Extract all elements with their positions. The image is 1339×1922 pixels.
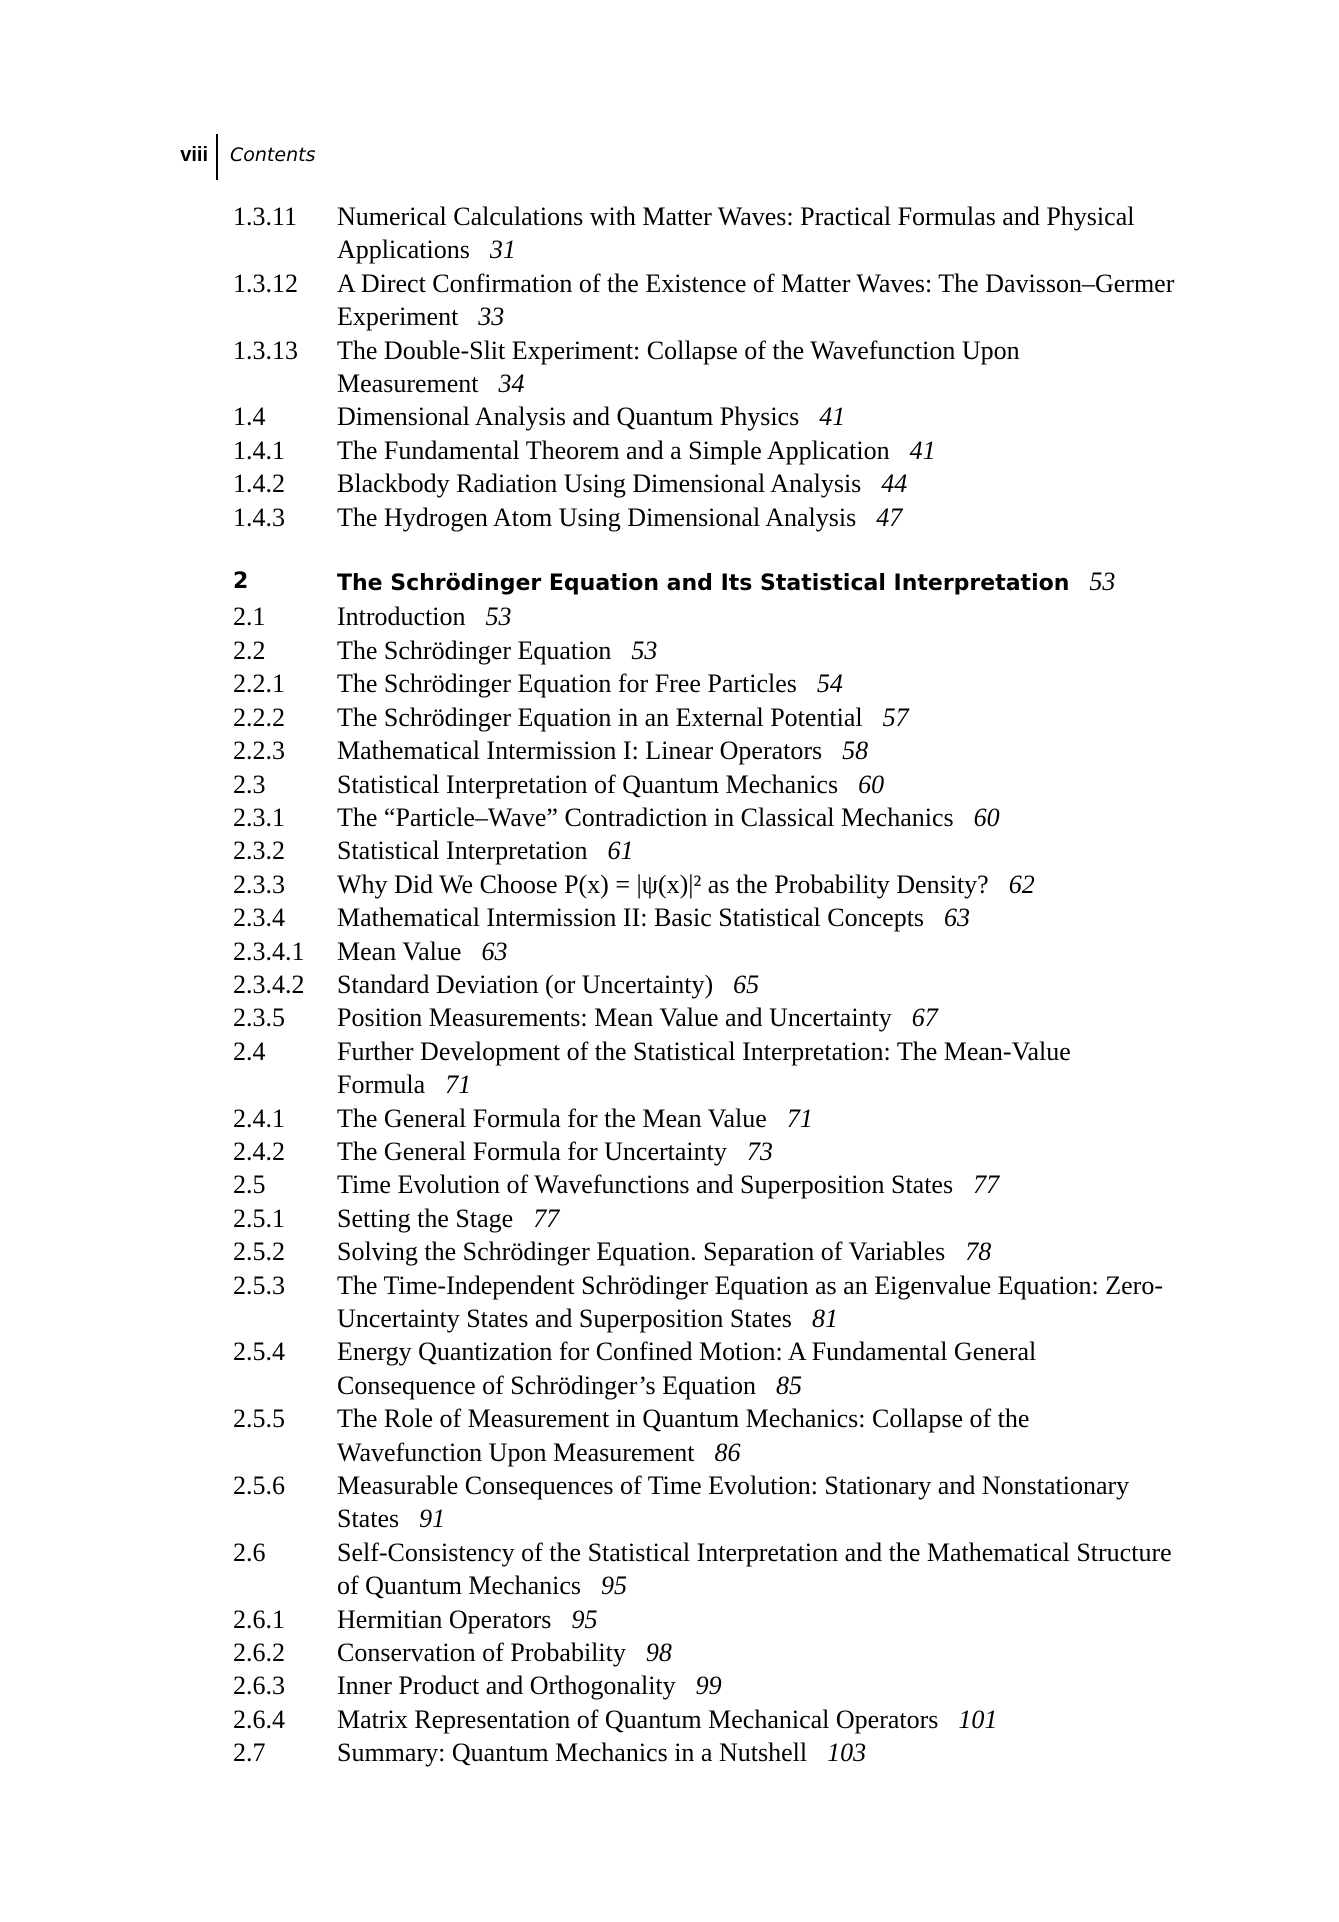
entry-text: [337, 1603, 1177, 1636]
toc-entry[interactable]: [233, 267, 1233, 334]
toc-entry[interactable]: [233, 1636, 1233, 1669]
entry-page-number: 81: [811, 1304, 838, 1333]
entry-page-number: 57: [882, 702, 909, 732]
header-divider: [216, 134, 218, 180]
entry-text: [337, 501, 1177, 534]
entry-title: Numerical Calculations with Matter Waves: Practical Formulas and Physical Applications: [337, 202, 1135, 265]
entry-number: 2.2: [233, 635, 266, 665]
entry-text: [337, 634, 1177, 667]
entry-number: 1.3.13: [233, 335, 298, 365]
entry-page-number: 63: [481, 936, 508, 966]
entry-number: 2.3.4.1: [233, 936, 305, 966]
entry-title: The Schrödinger Equation and Its Statistical Interpretation: [337, 571, 1070, 597]
entry-text: [337, 334, 1177, 401]
entry-page-number: 71: [786, 1103, 813, 1133]
entry-text: [337, 1536, 1177, 1603]
entry-number: 2.3.4.2: [233, 969, 305, 999]
entry-title: The Hydrogen Atom Using Dimensional Analysis: [337, 502, 857, 532]
toc-entry[interactable]: [233, 1469, 1233, 1536]
entry-page-number: 77: [973, 1170, 1000, 1200]
entry-number: 1.4.1: [233, 435, 285, 465]
entry-number: 2.6.4: [233, 1704, 285, 1734]
entry-page-number: 41: [819, 402, 846, 432]
toc-entry[interactable]: [233, 434, 1233, 467]
entry-title: Solving the Schrödinger Equation. Separation of Variables: [337, 1237, 946, 1267]
entry-page-number: 53: [631, 635, 658, 665]
entry-number: 1.4.3: [233, 502, 285, 532]
toc-entry[interactable]: [233, 1402, 1233, 1469]
toc-entry[interactable]: [233, 634, 1233, 667]
entry-title: The Time-Independent Schrödinger Equation as an Eigenvalue Equation: Zero-Uncertainty States and Superposition States: [337, 1270, 1163, 1333]
entry-title: Introduction: [337, 602, 466, 632]
entry-page-number: 47: [876, 502, 903, 532]
entry-page-number: 53: [1089, 567, 1116, 597]
entry-page-number: 78: [965, 1237, 992, 1267]
entry-title: Time Evolution of Wavefunctions and Superposition States: [337, 1170, 954, 1200]
entry-title: The Role of Measurement in Quantum Mechanics: Collapse of the Wavefunction Upon Measurement: [337, 1404, 1030, 1467]
entry-number: 2.4: [233, 1036, 266, 1066]
entry-page-number: 44: [881, 469, 908, 499]
entry-text: [337, 768, 1177, 801]
entry-number: 2.3.5: [233, 1003, 285, 1033]
entry-title: The General Formula for Uncertainty: [337, 1136, 727, 1166]
entry-number: 2.5.6: [233, 1471, 285, 1501]
entry-number: 2.5.2: [233, 1237, 285, 1267]
header-page-number: viii: [180, 144, 208, 166]
entry-page-number: 31: [489, 235, 516, 265]
entry-number: 1.4.2: [233, 469, 285, 499]
entry-number: 2.3.1: [233, 802, 285, 832]
toc-entry[interactable]: [233, 501, 1233, 534]
entry-text: [337, 434, 1177, 467]
toc-entry[interactable]: [233, 1001, 1233, 1034]
entry-number: 1.3.11: [233, 202, 298, 231]
entry-title: Standard Deviation (or Uncertainty): [337, 969, 714, 999]
entry-number: 2.6.1: [233, 1604, 285, 1634]
entry-number: 2.5.3: [233, 1270, 285, 1300]
entry-title: Further Development of the Statistical Interpretation: The Mean-Value Formula: [337, 1036, 1071, 1100]
toc-entry[interactable]: [233, 1035, 1233, 1102]
toc-entry[interactable]: [233, 734, 1233, 767]
entry-number: 2.2.3: [233, 736, 285, 766]
entry-title: Statistical Interpretation: [337, 836, 588, 866]
entry-text: [337, 467, 1177, 500]
entry-title: Blackbody Radiation Using Dimensional Analysis: [337, 469, 862, 499]
entry-page-number: 60: [973, 802, 1000, 832]
entry-text: [337, 901, 1177, 934]
entry-number: 2.1: [233, 602, 266, 632]
entry-text: [337, 1636, 1177, 1669]
entry-number: 2.4.2: [233, 1136, 285, 1166]
entry-page-number: 95: [601, 1571, 628, 1601]
entry-page-number: 99: [695, 1671, 722, 1701]
entry-title: Energy Quantization for Confined Motion: A Fundamental General Consequence of Schrödinger’s Equation: [337, 1337, 1037, 1400]
entry-number: 2.2.2: [233, 702, 285, 732]
entry-page-number: 86: [714, 1437, 741, 1467]
toc-entry[interactable]: [233, 1168, 1233, 1201]
entry-title: Hermitian Operators: [337, 1604, 552, 1634]
entry-text: [337, 1202, 1177, 1235]
entry-text: [337, 834, 1177, 867]
entry-text: [337, 1135, 1177, 1168]
toc-entry[interactable]: [233, 968, 1233, 1001]
entry-text: [337, 565, 1177, 600]
entry-title: Mathematical Intermission I: Linear Operators: [337, 736, 823, 766]
entry-page-number: 98: [645, 1638, 672, 1668]
entry-page-number: 53: [485, 602, 512, 632]
entry-number: 2.3.4: [233, 903, 285, 933]
entry-text: [337, 1402, 1177, 1469]
toc-entry[interactable]: [233, 1235, 1233, 1268]
entry-text: [337, 667, 1177, 700]
entry-page-number: 34: [498, 369, 525, 399]
entry-page-number: 62: [1008, 869, 1035, 899]
entry-text: [337, 1235, 1177, 1268]
entry-text: [337, 1001, 1177, 1034]
entry-title: Why Did We Choose P(x) = |ψ(x)|² as the Probability Density?: [337, 869, 989, 899]
entry-text: [337, 868, 1177, 901]
entry-page-number: 60: [858, 769, 885, 799]
entry-title: The Double-Slit Experiment: Collapse of the Wavefunction Upon Measurement: [337, 335, 1020, 399]
entry-number: 2.4.1: [233, 1103, 285, 1133]
toc-entry[interactable]: [233, 834, 1233, 867]
entry-page-number: 41: [909, 435, 936, 465]
entry-text: [337, 1669, 1177, 1702]
toc-entry[interactable]: [233, 400, 1233, 433]
toc-entry[interactable]: [233, 768, 1233, 801]
chapter-spacer: [233, 534, 1233, 565]
entry-title: Inner Product and Orthogonality: [337, 1671, 676, 1701]
entry-title: Setting the Stage: [337, 1203, 514, 1233]
toc-entry[interactable]: [233, 868, 1233, 901]
toc-chapter-entry[interactable]: [233, 565, 1233, 600]
entry-title: Dimensional Analysis and Quantum Physics: [337, 402, 800, 432]
entry-page-number: 71: [445, 1070, 472, 1100]
entry-title: The “Particle–Wave” Contradiction in Classical Mechanics: [337, 802, 954, 832]
entry-text: [337, 734, 1177, 767]
toc-entry[interactable]: [233, 901, 1233, 934]
entry-number: 1.4: [233, 402, 266, 432]
entry-number: 2.5: [233, 1170, 266, 1200]
entry-number: 2.5.4: [233, 1337, 285, 1367]
entry-text: [337, 200, 1177, 267]
entry-title: Matrix Representation of Quantum Mechanical Operators: [337, 1704, 939, 1734]
entry-title: The Schrödinger Equation for Free Particles: [337, 669, 797, 699]
toc-entry[interactable]: [233, 801, 1233, 834]
entry-title: Summary: Quantum Mechanics in a Nutshell: [337, 1738, 808, 1768]
entry-title: The General Formula for the Mean Value: [337, 1103, 767, 1133]
entry-text: [337, 801, 1177, 834]
entry-page-number: 67: [911, 1003, 938, 1033]
entry-page-number: 65: [733, 969, 760, 999]
entry-text: [337, 1035, 1177, 1102]
toc-entry[interactable]: [233, 1703, 1233, 1736]
entry-page-number: 103: [827, 1738, 867, 1768]
toc-entry[interactable]: [233, 1669, 1233, 1702]
entry-page-number: 91: [419, 1504, 446, 1534]
entry-title: Mathematical Intermission II: Basic Statistical Concepts: [337, 903, 925, 933]
entry-page-number: 54: [816, 669, 843, 699]
entry-text: [337, 1269, 1177, 1336]
header-title: Contents: [230, 144, 316, 166]
entry-title: Statistical Interpretation of Quantum Mechanics: [337, 769, 839, 799]
toc-entry[interactable]: [233, 935, 1233, 968]
entry-title: Conservation of Probability: [337, 1638, 626, 1668]
toc-entry[interactable]: [233, 1202, 1233, 1235]
entry-title: The Fundamental Theorem and a Simple Application: [337, 435, 890, 465]
entry-text: [337, 267, 1177, 334]
entry-number: 2.3.2: [233, 836, 285, 866]
entry-text: [337, 600, 1177, 633]
entry-text: [337, 1335, 1177, 1402]
entry-number: 2.5.1: [233, 1203, 285, 1233]
entry-text: [337, 1168, 1177, 1201]
entry-text: [337, 1703, 1177, 1736]
toc-entry[interactable]: [233, 1135, 1233, 1168]
toc-entry[interactable]: [233, 1603, 1233, 1636]
entry-title: Self-Consistency of the Statistical Interpretation and the Mathematical Structure of Quantum Mechanics: [337, 1537, 1172, 1601]
toc-entry[interactable]: [233, 600, 1233, 633]
entry-number: 2.5.5: [233, 1404, 285, 1434]
toc-entry[interactable]: [233, 1536, 1233, 1603]
toc-entry[interactable]: [233, 467, 1233, 500]
entry-number: 1.3.12: [233, 268, 298, 298]
entry-text: [337, 968, 1177, 1001]
entry-title: Position Measurements: Mean Value and Uncertainty: [337, 1003, 892, 1033]
entry-text: [337, 1469, 1177, 1536]
entry-number: 2.6.2: [233, 1638, 285, 1668]
entry-page-number: 58: [842, 736, 869, 766]
entry-page-number: 77: [533, 1203, 560, 1233]
entry-title: The Schrödinger Equation: [337, 635, 612, 665]
entry-number: 2.3: [233, 769, 266, 799]
entry-page-number: 95: [571, 1604, 598, 1634]
entry-title: A Direct Confirmation of the Existence of Matter Waves: The Davisson–Germer Experiment: [337, 268, 1175, 332]
entry-page-number: 63: [944, 903, 971, 933]
entry-text: [337, 935, 1177, 968]
entry-page-number: 61: [607, 836, 634, 866]
entry-title: The Schrödinger Equation in an External Potential: [337, 702, 863, 732]
entry-page-number: 33: [478, 302, 505, 332]
toc-entry[interactable]: [233, 1335, 1233, 1402]
entry-number: 2.2.1: [233, 669, 285, 699]
entry-number: 2: [233, 569, 249, 595]
entry-page-number: 101: [958, 1704, 998, 1734]
toc-entry[interactable]: [233, 667, 1233, 700]
entry-number: 2.6.3: [233, 1671, 285, 1701]
entry-text: [337, 1102, 1177, 1135]
entry-number: 2.7: [233, 1738, 266, 1768]
entry-title: Mean Value: [337, 936, 462, 966]
entry-text: [337, 1736, 1177, 1769]
toc-entry[interactable]: [233, 701, 1233, 734]
table-of-contents: [233, 200, 1233, 1770]
toc-entry[interactable]: [233, 1736, 1233, 1769]
entry-page-number: 73: [746, 1136, 773, 1166]
toc-entry[interactable]: [233, 1102, 1233, 1135]
toc-entry[interactable]: [233, 334, 1233, 401]
entry-number: 2.3.3: [233, 869, 285, 899]
toc-entry[interactable]: [233, 1269, 1233, 1336]
entry-text: [337, 701, 1177, 734]
entry-title: Measurable Consequences of Time Evolution: Stationary and Nonstationary States: [337, 1471, 1130, 1534]
entry-text: [337, 400, 1177, 433]
entry-page-number: 85: [776, 1370, 803, 1400]
toc-entry[interactable]: [233, 200, 1233, 267]
entry-number: 2.6: [233, 1537, 266, 1567]
